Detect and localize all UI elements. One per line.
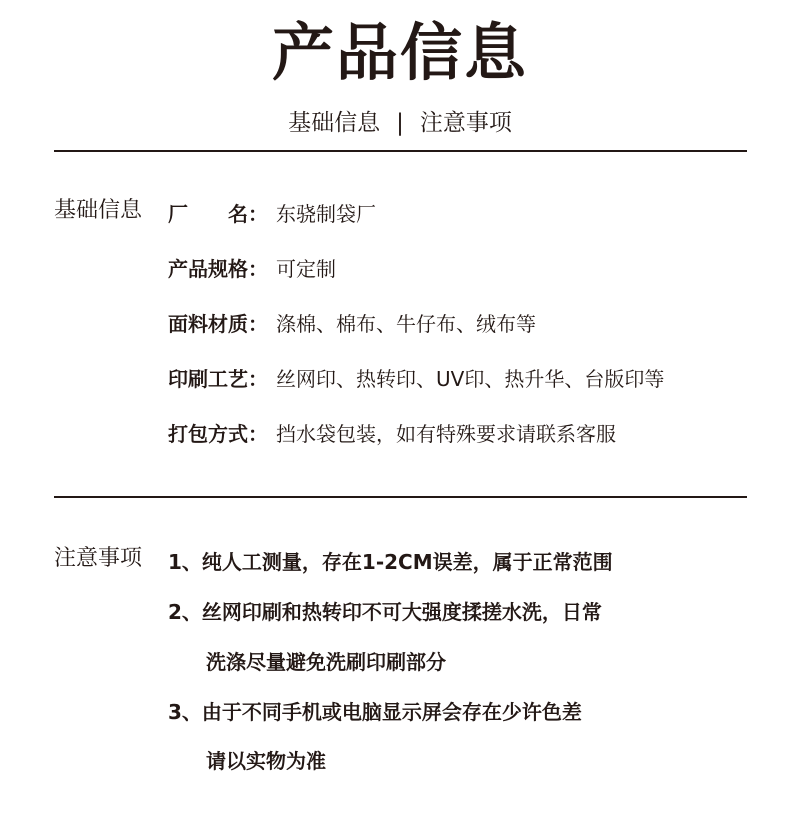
info-value: 东骁制袋厂	[276, 202, 376, 226]
nav-basic-info[interactable]: 基础信息	[288, 110, 381, 136]
section-nav	[0, 108, 800, 138]
note-item-3: 3、由于不同手机或电脑显示屏会存在少许色差	[168, 700, 582, 724]
divider-top	[54, 150, 747, 152]
info-row-material	[168, 310, 536, 338]
basic-info-label: 基础信息	[54, 198, 143, 223]
page-title: 产品信息	[271, 16, 528, 89]
nav-separator: |	[396, 110, 404, 136]
info-value: 涤棉、棉布、牛仔布、绒布等	[276, 312, 536, 336]
note-item-2-continued: 洗涤尽量避免洗刷印刷部分	[206, 650, 446, 674]
notes-label: 注意事项	[54, 546, 143, 571]
info-row-spec	[168, 255, 336, 283]
info-row-printing	[168, 365, 664, 393]
info-key: 厂 名：	[168, 202, 268, 226]
info-key: 打包方式：	[168, 422, 268, 446]
info-key: 印刷工艺：	[168, 367, 268, 391]
info-row-factory	[168, 200, 376, 228]
info-value: 可定制	[276, 257, 336, 281]
info-value: 挡水袋包装，如有特殊要求请联系客服	[276, 422, 616, 446]
info-row-packing	[168, 420, 616, 448]
divider-middle	[54, 496, 747, 498]
info-key: 面料材质：	[168, 312, 268, 336]
note-item-3-continued: 请以实物为准	[206, 749, 326, 773]
nav-notes[interactable]: 注意事项	[419, 110, 512, 136]
info-value: 丝网印、热转印、UV印、热升华、台版印等	[276, 367, 665, 391]
note-item-2: 2、丝网印刷和热转印不可大强度揉搓水洗，日常	[168, 600, 602, 624]
note-item-1: 1、纯人工测量，存在1-2CM误差，属于正常范围	[168, 550, 613, 574]
info-key: 产品规格：	[168, 257, 268, 281]
